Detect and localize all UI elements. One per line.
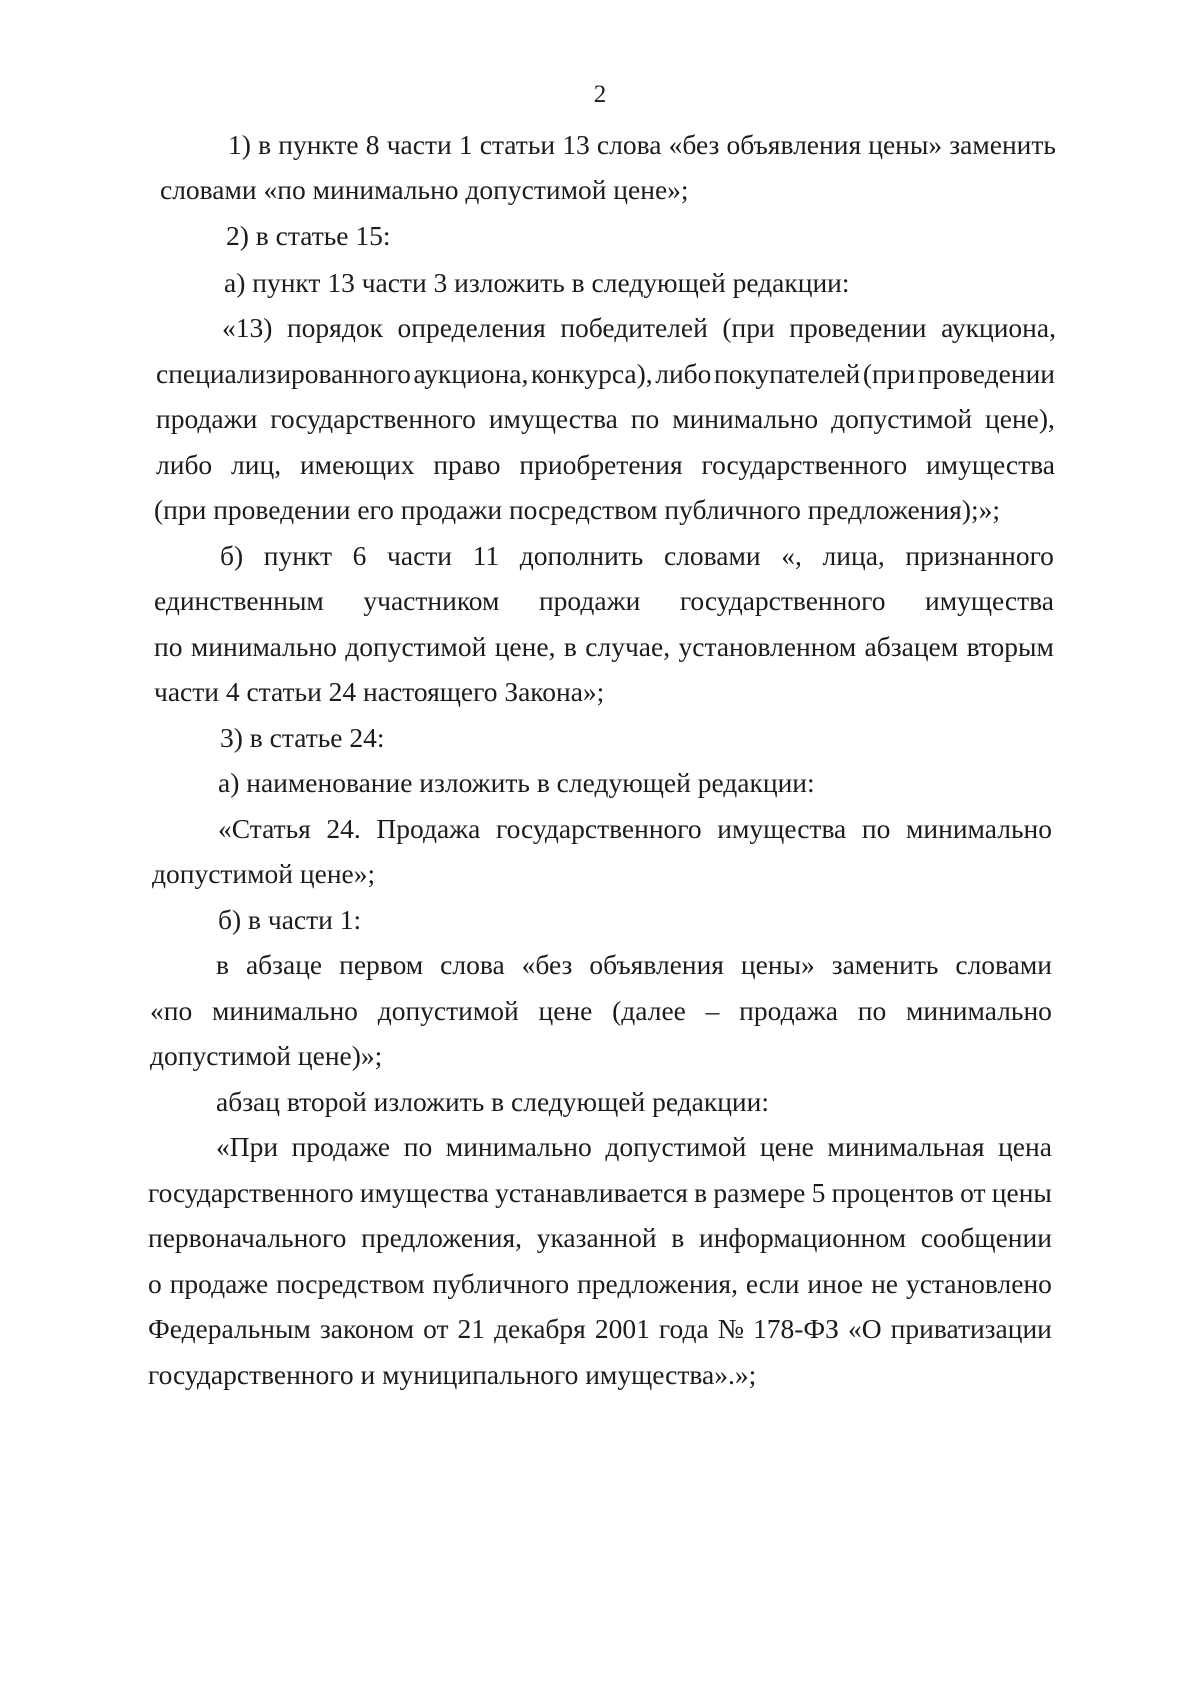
text-line	[220, 539, 1054, 573]
text-line: б) в части 1:	[218, 904, 362, 935]
text-line: государственного и муниципального имущества».»;	[148, 1359, 757, 1390]
word: предложения,	[577, 1268, 738, 1299]
text-line	[148, 1267, 1052, 1301]
text-line	[150, 994, 1052, 1028]
word: словами	[663, 540, 761, 571]
text-line	[218, 812, 1052, 846]
text-line	[216, 1130, 1052, 1164]
word: победителей	[560, 312, 708, 343]
word: информационном	[699, 1222, 907, 1253]
word: объявления	[589, 949, 724, 980]
word: (далее	[612, 995, 686, 1026]
word: минимальная	[827, 1131, 985, 1162]
word: №	[717, 1313, 744, 1344]
text-line	[156, 448, 1055, 482]
word: по	[630, 403, 660, 434]
word: покупателей	[713, 358, 861, 389]
text-line: а) пункт 13 части 3 изложить в следующей редакции:	[224, 267, 850, 298]
word: допустимой	[831, 403, 973, 434]
text-line: допустимой цене)»;	[150, 1040, 383, 1071]
word: по	[403, 1131, 433, 1162]
word: участником	[363, 585, 500, 616]
word: конкурса),	[530, 358, 653, 389]
word: государственного	[148, 1177, 354, 1208]
text-line: а) наименование изложить в следующей редакции:	[218, 767, 815, 798]
word: цене	[759, 1131, 814, 1162]
word: продаже	[169, 1268, 269, 1299]
word: цены»	[740, 949, 815, 980]
word: допустимой	[377, 995, 519, 1026]
word: 13	[562, 129, 590, 160]
word: допустимой	[345, 631, 487, 662]
word: декабря	[494, 1313, 586, 1344]
text-line: 3) в статье 24:	[220, 722, 385, 753]
text-line: допустимой цене»;	[152, 858, 376, 889]
word: «без	[521, 949, 573, 980]
word: абзаце	[245, 949, 323, 980]
word: приватизации	[890, 1313, 1052, 1344]
word: процентов	[831, 1177, 954, 1208]
word: предложения,	[361, 1222, 523, 1253]
word: в	[216, 949, 229, 980]
word: первоначального	[148, 1222, 347, 1253]
word: публичного	[432, 1268, 570, 1299]
word: случае,	[585, 631, 671, 662]
word: минимально	[445, 1131, 592, 1162]
word: цены»	[868, 129, 943, 160]
word: либо	[655, 358, 712, 389]
text-line	[156, 402, 1055, 436]
word: абзацем	[864, 631, 959, 662]
word: цене,	[494, 631, 556, 662]
word: государственного	[679, 585, 886, 616]
word: «без	[668, 129, 720, 160]
word: «Статья	[218, 813, 311, 844]
word: лиц,	[231, 449, 282, 480]
word: Федеральным	[148, 1313, 311, 1344]
word: специализированного	[156, 358, 411, 389]
word: в	[671, 1222, 685, 1253]
word: 21	[457, 1313, 486, 1344]
word: аукциона,	[941, 312, 1056, 343]
text-line	[148, 1176, 1052, 1210]
word: минимально	[190, 631, 337, 662]
word: если	[745, 1268, 800, 1299]
word: право	[433, 449, 501, 480]
page-number: 2	[593, 81, 607, 108]
text-line: (при проведении его продажи посредством публичного предложения);»;	[154, 494, 1001, 525]
word: государственного	[701, 449, 908, 480]
word: посредством	[276, 1268, 425, 1299]
word: заменить	[831, 949, 939, 980]
word: 6	[352, 540, 367, 571]
word: указанной	[536, 1222, 657, 1253]
word: лица,	[822, 540, 885, 571]
word: 5	[811, 1177, 826, 1208]
word: иное	[807, 1268, 864, 1299]
text-line	[228, 128, 1056, 162]
word: имущества	[488, 403, 618, 434]
word: 178-ФЗ	[753, 1313, 839, 1344]
word: имеющих	[299, 449, 415, 480]
word: в	[694, 1177, 708, 1208]
word: не	[871, 1268, 898, 1299]
word: приобретения	[519, 449, 683, 480]
word: 11	[472, 540, 500, 571]
word: признанного	[905, 540, 1054, 571]
word: имущества	[924, 585, 1054, 616]
text-line	[154, 584, 1054, 618]
text-line	[156, 357, 1055, 391]
text-line	[216, 948, 1052, 982]
word: слова	[440, 949, 505, 980]
word: по	[861, 813, 891, 844]
word: заменить	[949, 129, 1056, 160]
word: продажи	[538, 585, 641, 616]
word: порядок	[286, 312, 383, 343]
word: (при	[862, 358, 916, 389]
word: «,	[781, 540, 802, 571]
word: имущества	[359, 1177, 489, 1208]
text-line	[148, 1221, 1052, 1255]
word: проведении	[917, 358, 1055, 389]
word: пункте	[278, 129, 359, 160]
word: имущества	[717, 813, 847, 844]
word: цене	[538, 995, 593, 1026]
word: статьи	[479, 129, 556, 160]
word: «О	[847, 1313, 882, 1344]
word: 1	[458, 129, 473, 160]
word: 8	[365, 129, 380, 160]
word: проведении	[789, 312, 927, 343]
word: аукциона,	[413, 358, 529, 389]
word: «по	[150, 995, 193, 1026]
word: минимально	[672, 403, 819, 434]
word: либо	[156, 449, 213, 480]
text-line: части 4 статьи 24 настоящего Закона»;	[154, 676, 605, 707]
word: о	[148, 1268, 162, 1299]
word: по	[857, 995, 887, 1026]
word: минимально	[211, 995, 358, 1026]
word: цена	[998, 1131, 1052, 1162]
word: дополнить	[519, 540, 644, 571]
word: первом	[339, 949, 424, 980]
text-line: словами «по минимально допустимой цене»;	[160, 174, 689, 205]
word: 1)	[228, 129, 251, 160]
word: определения	[397, 312, 546, 343]
word: государственного	[496, 813, 702, 844]
word: б)	[220, 540, 244, 571]
word: минимально	[906, 813, 1052, 844]
word: продаже	[291, 1131, 391, 1162]
word: части	[387, 540, 453, 571]
word: объявления	[726, 129, 862, 160]
text-line	[154, 630, 1054, 664]
word: от	[423, 1313, 449, 1344]
word: года	[658, 1313, 709, 1344]
text-line	[148, 1312, 1052, 1346]
word: цены	[991, 1177, 1052, 1208]
word: слова	[596, 129, 662, 160]
text-line	[222, 311, 1056, 345]
word: «При	[216, 1131, 279, 1162]
word: установленном	[678, 631, 857, 662]
text-line: абзац второй изложить в следующей редакции:	[216, 1086, 770, 1117]
word: единственным	[154, 585, 324, 616]
word: государственного	[270, 403, 476, 434]
word: устанавливается	[495, 1177, 688, 1208]
word: размере	[713, 1177, 806, 1208]
word: законом	[319, 1313, 415, 1344]
word: установлено	[905, 1268, 1052, 1299]
word: 2001	[594, 1313, 650, 1344]
word: пункт	[263, 540, 332, 571]
word: допустимой	[605, 1131, 747, 1162]
word: от	[960, 1177, 986, 1208]
word: словами	[955, 949, 1052, 980]
word: части	[386, 129, 452, 160]
word: «13)	[222, 312, 273, 343]
word: 24.	[326, 813, 361, 844]
text-line: 2) в статье 15:	[226, 220, 391, 251]
word: по	[154, 631, 183, 662]
word: вторым	[966, 631, 1054, 662]
word: (при	[722, 312, 775, 343]
word: в	[258, 129, 272, 160]
word: сообщении	[920, 1222, 1052, 1253]
word: имущества	[925, 449, 1055, 480]
word: цене),	[985, 403, 1055, 434]
word: продажа	[739, 995, 838, 1026]
word: в	[563, 631, 577, 662]
word: продажи	[156, 403, 258, 434]
word: Продажа	[376, 813, 481, 844]
word: минимально	[905, 995, 1052, 1026]
word: –	[705, 995, 720, 1026]
